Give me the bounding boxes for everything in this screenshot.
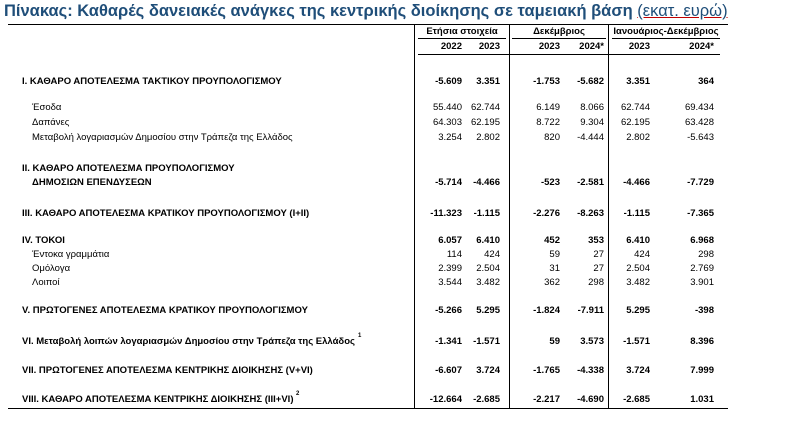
cell-value: -1.824 — [533, 305, 560, 316]
cell-value: -1.571 — [473, 336, 500, 347]
cell-value: 1.031 — [690, 394, 714, 405]
cell-value: -398 — [694, 305, 714, 316]
year-header: 2023 — [538, 41, 560, 52]
row-label: VII. ΠΡΩΤΟΓΕΝΕΣ ΑΠΟΤΕΛΕΣΜΑ ΚΕΝΤΡΙΚΗΣ ΔΙΟΙΚΗΣΗΣ (V+VI) — [22, 365, 313, 376]
year-header: 2023 — [628, 41, 650, 52]
cell-value: 298 — [588, 277, 604, 288]
cell-value: -4.338 — [577, 365, 604, 376]
cell-value: 6.149 — [536, 102, 560, 113]
footnote-marker: 1 — [358, 333, 362, 339]
cell-value: 2.802 — [626, 132, 650, 143]
table-row — [0, 277, 800, 291]
cell-value: 362 — [544, 277, 560, 288]
cell-value: 7.999 — [690, 365, 714, 376]
table-row — [0, 249, 800, 263]
cell-value: 820 — [544, 132, 560, 143]
row-label: II. ΚΑΘΑΡΟ ΑΠΟΤΕΛΕΣΜΑ ΠΡΟΥΠΟΛΟΓΙΣΜΟΥ — [22, 163, 235, 174]
top-rule — [8, 24, 728, 25]
cell-value: 62.744 — [620, 102, 650, 113]
cell-value: -1.115 — [473, 208, 500, 219]
cell-value: 364 — [698, 76, 714, 87]
cell-value: -5.609 — [435, 76, 462, 87]
cell-value: -4.466 — [623, 177, 650, 188]
row-label: III. ΚΑΘΑΡΟ ΑΠΟΤΕΛΕΣΜΑ ΚΡΑΤΙΚΟΥ ΠΡΟΥΠΟΛΟΓΙΣΜΟΥ (I+II) — [22, 208, 310, 219]
table-row — [0, 235, 800, 249]
cell-value: 3.724 — [626, 365, 650, 376]
cell-value: 2.504 — [626, 263, 650, 274]
table-row — [0, 102, 800, 116]
cell-value: 8.396 — [690, 336, 714, 347]
cell-value: -2.581 — [577, 177, 604, 188]
year-header: 2022 — [440, 41, 462, 52]
bottom-rule — [8, 408, 728, 409]
table-row — [0, 76, 800, 90]
cell-value: 6.968 — [690, 235, 714, 246]
cell-value: 353 — [588, 235, 604, 246]
table-row — [0, 263, 800, 277]
cell-value: 3.544 — [438, 277, 462, 288]
table-row — [0, 177, 800, 191]
cell-value: -5.643 — [687, 132, 714, 143]
cell-value: 69.434 — [684, 102, 714, 113]
cell-value: -2.685 — [623, 394, 650, 405]
cell-value: 2.399 — [438, 263, 462, 274]
header-group-jan-dec: Ιανουάριος-Δεκέμβριος — [613, 26, 719, 37]
table-row — [0, 163, 800, 177]
cell-value: 59 — [549, 336, 560, 347]
cell-value: -6.607 — [435, 365, 462, 376]
footnote-marker: 2 — [296, 391, 300, 397]
cell-value: 114 — [446, 249, 462, 260]
cell-value: 55.440 — [432, 102, 462, 113]
table-title — [4, 2, 728, 21]
cell-value: 452 — [544, 235, 560, 246]
cell-value: 2.504 — [476, 263, 500, 274]
cell-value: -4.444 — [577, 132, 604, 143]
cell-value: 3.482 — [626, 277, 650, 288]
cell-value: 3.254 — [438, 132, 462, 143]
cell-value: 5.295 — [476, 305, 500, 316]
year-header: 2023 — [478, 41, 500, 52]
cell-value: -4.690 — [577, 394, 604, 405]
cell-value: -12.664 — [429, 394, 462, 405]
cell-value: -1.115 — [623, 208, 650, 219]
cell-value: -7.365 — [687, 208, 714, 219]
header-group-annual: Ετήσια στοιχεία — [426, 26, 498, 37]
header-underline — [512, 38, 606, 39]
cell-value: 62.195 — [620, 117, 650, 128]
row-label: I. ΚΑΘΑΡΟ ΑΠΟΤΕΛΕΣΜΑ ΤΑΚΤΙΚΟΥ ΠΡΟΥΠΟΛΟΓΙΣΜΟΥ — [22, 76, 282, 87]
year-header: 2024* — [689, 41, 714, 52]
row-label: Έσοδα — [32, 102, 62, 113]
cell-value: 424 — [484, 249, 500, 260]
header-underline — [418, 38, 506, 39]
title-unit: (εκατ. ευρώ) — [637, 2, 728, 20]
cell-value: 5.295 — [626, 305, 650, 316]
row-label: VIII. ΚΑΘΑΡΟ ΑΠΟΤΕΛΕΣΜΑ ΚΕΝΤΡΙΚΗΣ ΔΙΟΙΚΗΣΗΣ (III+VI) — [22, 394, 294, 405]
cell-value: 424 — [634, 249, 650, 260]
table-row — [0, 132, 800, 146]
cell-value: 27 — [593, 249, 604, 260]
cell-value: -5.266 — [435, 305, 462, 316]
cell-value: -2.685 — [473, 394, 500, 405]
cell-value: 3.351 — [626, 76, 650, 87]
cell-value: -8.263 — [577, 208, 604, 219]
cell-value: 27 — [593, 263, 604, 274]
row-label: Λοιποί — [32, 277, 60, 288]
row-label: ΔΗΜΟΣΙΩΝ ΕΠΕΝΔΥΣΕΩΝ — [32, 177, 152, 188]
cell-value: -1.571 — [623, 336, 650, 347]
row-label: Δαπάνες — [32, 117, 70, 128]
cell-value: 3.573 — [580, 336, 604, 347]
cell-value: 64.303 — [432, 117, 462, 128]
cell-value: 6.057 — [438, 235, 462, 246]
cell-value: -7.729 — [687, 177, 714, 188]
row-label: Ομόλογα — [32, 263, 71, 274]
cell-value: 8.066 — [580, 102, 604, 113]
cell-value: -11.323 — [430, 208, 462, 219]
cell-value: 2.769 — [690, 263, 714, 274]
year-header: 2024* — [579, 41, 604, 52]
cell-value: 2.802 — [476, 132, 500, 143]
row-label: IV. ΤΟΚΟΙ — [22, 235, 65, 246]
cell-value: 62.195 — [470, 117, 500, 128]
row-label: Μεταβολή λογαριασμών Δημοσίου στην Τράπεζα της Ελλάδος — [32, 132, 293, 143]
table-row — [0, 391, 800, 408]
row-label: Έντοκα γραμμάτια — [32, 249, 110, 260]
cell-value: -5.714 — [435, 177, 462, 188]
cell-value: 62.744 — [470, 102, 500, 113]
cell-value: -1.765 — [533, 365, 560, 376]
cell-value: 3.901 — [690, 277, 714, 288]
row-label: V. ΠΡΩΤΟΓΕΝΕΣ ΑΠΟΤΕΛΕΣΜΑ ΚΡΑΤΙΚΟΥ ΠΡΟΥΠΟΛΟΓΙΣΜΟΥ — [22, 305, 308, 316]
cell-value: 31 — [549, 263, 560, 274]
table-row — [0, 365, 800, 379]
table-row — [0, 333, 800, 350]
cell-value: 9.304 — [580, 117, 604, 128]
cell-value: -4.466 — [473, 177, 500, 188]
cell-value: -1.753 — [533, 76, 560, 87]
table-row — [0, 208, 800, 222]
cell-value: -2.276 — [533, 208, 560, 219]
cell-value: -7.911 — [577, 305, 604, 316]
cell-value: 63.428 — [684, 117, 714, 128]
cell-value: 3.482 — [476, 277, 500, 288]
title-main: Πίνακας: Καθαρές δανειακές ανάγκες της κεντρικής διοίκησης σε ταμειακή βάση — [4, 2, 633, 20]
table-row — [0, 305, 800, 319]
cell-value: 6.410 — [476, 235, 500, 246]
cell-value: 8.722 — [536, 117, 560, 128]
cell-value: -2.217 — [533, 394, 560, 405]
cell-value: 3.351 — [476, 76, 500, 87]
header-group-december: Δεκέμβριος — [533, 26, 585, 37]
cell-value: -523 — [540, 177, 560, 188]
header-underline — [612, 38, 720, 39]
header-bottom-rule — [418, 54, 720, 55]
table-row — [0, 117, 800, 131]
cell-value: 3.724 — [476, 365, 500, 376]
cell-value: 59 — [549, 249, 560, 260]
cell-value: 298 — [698, 249, 714, 260]
cell-value: 6.410 — [626, 235, 650, 246]
cell-value: -1.341 — [435, 336, 462, 347]
cell-value: -5.682 — [577, 76, 604, 87]
row-label: VI. Μεταβολή λοιπών λογαριασμών Δημοσίου στην Τράπεζα της Ελλάδος — [22, 336, 355, 347]
